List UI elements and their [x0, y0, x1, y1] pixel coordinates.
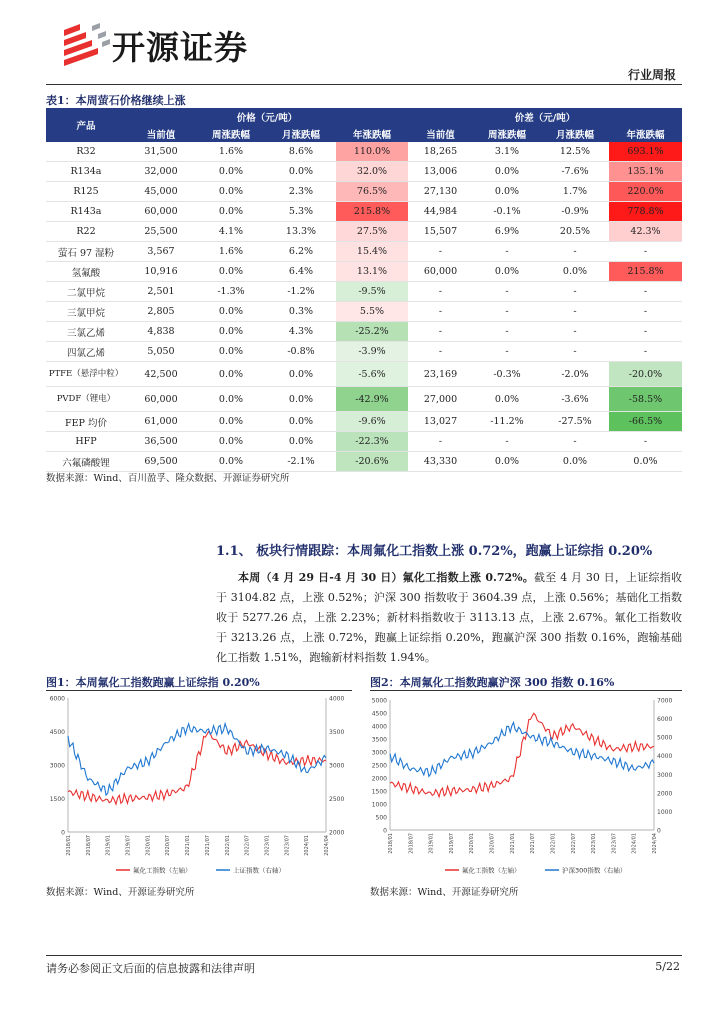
table-cell: -: [609, 432, 682, 452]
figure1-chart: [46, 692, 352, 884]
y-right-tick-label: 1000: [657, 808, 673, 816]
table-cell: 27,130: [408, 182, 473, 202]
x-tick-label: 2024/04: [652, 833, 658, 854]
table-cell: 4.3%: [266, 322, 336, 342]
table-cell: -11.2%: [473, 412, 541, 432]
table-row: [46, 242, 682, 262]
table-cell: 23,169: [408, 362, 473, 387]
table-cell: -: [473, 342, 541, 362]
para-lead: 本周（4 月 29 日-4 月 30 日）氟化工指数上涨 0.72%。: [238, 571, 535, 584]
table-cell: -1.2%: [266, 282, 336, 302]
table-caption: 表1：本周萤石价格继续上涨: [46, 94, 186, 107]
table-cell: 693.1%: [609, 142, 682, 162]
subheader: 周涨跌幅: [196, 125, 266, 142]
x-tick-label: 2020/07: [489, 833, 496, 854]
table-cell: 2,805: [126, 302, 196, 322]
table-cell: -0.8%: [266, 342, 336, 362]
x-tick-label: 2022/01: [224, 835, 231, 856]
table-cell: 12.5%: [541, 142, 609, 162]
x-tick-label: 2023/01: [591, 833, 598, 854]
y-right-tick-label: 2000: [657, 790, 673, 798]
table-cell: -: [473, 242, 541, 262]
table-cell: 0.0%: [266, 432, 336, 452]
x-tick-label: 2021/01: [185, 835, 192, 856]
subheader: 周涨跌幅: [473, 125, 541, 142]
table-cell: -: [541, 342, 609, 362]
table-cell: 44,984: [408, 202, 473, 222]
table-row: [46, 182, 682, 202]
para-body: 截至 4 月 30 日，上证综指收于 3104.82 点，上涨 0.52%；沪深 300 指数收于 3604.39 点，上涨 0.56%；基础化工指数收于 5277.26 点，上涨 2.23%；新材料指数收于 3113.13 点，上涨 2.67%。氟化工指数收于 3213.26 点，上涨 0.72%，跑赢上证综指 0.20%，跑赢沪深 300 指数 0.16%，跑输基础化工指数 1.51%，跑输新材料指数 1.94%。: [216, 571, 682, 664]
table-cell: 0.0%: [266, 162, 336, 182]
y-left-tick-label: 0: [61, 829, 65, 837]
table-cell: -2.0%: [541, 362, 609, 387]
brand-logo-mark-icon: [58, 20, 118, 70]
table-row: [46, 222, 682, 242]
table-cell: 1.7%: [541, 182, 609, 202]
y-left-tick-label: 3000: [49, 762, 65, 770]
report-type: 行业周报: [627, 68, 676, 82]
product-name: 六氟磷酸锂: [46, 452, 126, 472]
x-tick-label: 2018/07: [408, 833, 415, 854]
x-tick-label: 2020/01: [469, 833, 476, 854]
y-right-tick-label: 2000: [329, 829, 345, 837]
figure1-caption: 图1：本周氟化工指数跑赢上证综指 0.20%: [46, 676, 260, 689]
table-cell: 0.0%: [473, 262, 541, 282]
product-name: FEP 均价: [46, 412, 126, 432]
x-tick-label: 2022/01: [550, 833, 557, 854]
product-name: PTFE（悬浮中粒）: [46, 362, 126, 387]
table-cell: 3,567: [126, 242, 196, 262]
y-left-tick-label: 3500: [371, 736, 387, 744]
y-left-tick-label: 2000: [371, 775, 387, 783]
x-tick-label: 2018/07: [85, 835, 92, 856]
table-cell: 13.3%: [266, 222, 336, 242]
y-left-tick-label: 5000: [371, 697, 387, 705]
table-cell: 0.0%: [196, 387, 266, 412]
table-cell: 6.2%: [266, 242, 336, 262]
x-tick-label: 2020/07: [165, 835, 172, 856]
table-row: [46, 202, 682, 222]
table-cell: -: [541, 302, 609, 322]
table-cell: -: [473, 432, 541, 452]
product-name: R22: [46, 222, 126, 242]
y-right-tick-label: 5000: [657, 734, 673, 742]
table-cell: 60,000: [126, 387, 196, 412]
table-cell: -0.1%: [473, 202, 541, 222]
table-cell: 4.1%: [196, 222, 266, 242]
table-cell: -: [408, 432, 473, 452]
table-cell: 778.8%: [609, 202, 682, 222]
table-cell: 27.5%: [336, 222, 408, 242]
product-name: 四氯乙烯: [46, 342, 126, 362]
page-number: 5/22: [655, 960, 680, 973]
table-cell: 45,000: [126, 182, 196, 202]
y-left-tick-label: 500: [375, 814, 387, 822]
table-row: [46, 162, 682, 182]
table-cell: 0.0%: [266, 412, 336, 432]
footer-divider: [46, 955, 682, 956]
table-cell: 61,000: [126, 412, 196, 432]
table-row: [46, 387, 682, 412]
table-cell: 0.0%: [266, 362, 336, 387]
x-tick-label: 2023/01: [264, 835, 271, 856]
table-cell: 0.0%: [473, 387, 541, 412]
product-name: 二氯甲烷: [46, 282, 126, 302]
table-row: [46, 282, 682, 302]
figure2-chart: [370, 692, 682, 884]
subheader: 当前值: [126, 125, 196, 142]
y-left-tick-label: 1500: [371, 788, 387, 796]
table-cell: 20.5%: [541, 222, 609, 242]
x-tick-label: 2024/01: [631, 833, 638, 854]
legend-label: 氟化工指数（左轴）: [133, 866, 192, 875]
table-cell: -: [408, 322, 473, 342]
table-cell: 0.0%: [196, 432, 266, 452]
y-left-tick-label: 4500: [371, 710, 387, 718]
y-right-tick-label: 7000: [657, 697, 673, 705]
table-cell: 215.8%: [336, 202, 408, 222]
product-name: R125: [46, 182, 126, 202]
product-name: HFP: [46, 432, 126, 452]
table-source: 数据来源：Wind、百川盈孚、隆众数据、开源证券研究所: [46, 473, 290, 484]
table-cell: -66.5%: [609, 412, 682, 432]
x-tick-label: 2019/01: [105, 835, 112, 856]
table-cell: -27.5%: [541, 412, 609, 432]
table-cell: -42.9%: [336, 387, 408, 412]
product-name: 萤石 97 湿粉: [46, 242, 126, 262]
y-right-tick-label: 0: [657, 827, 661, 835]
table-cell: 25,500: [126, 222, 196, 242]
x-tick-label: 2023/07: [611, 833, 618, 854]
table-cell: -3.9%: [336, 342, 408, 362]
table-row: [46, 142, 682, 162]
table-cell: -7.6%: [541, 162, 609, 182]
table-cell: 18,265: [408, 142, 473, 162]
subheader: 年涨跌幅: [336, 125, 408, 142]
table-cell: 1.6%: [196, 242, 266, 262]
table-cell: -25.2%: [336, 322, 408, 342]
subheader: 当前值: [408, 125, 473, 142]
x-tick-label: 2018/01: [66, 835, 72, 856]
table-cell: 0.0%: [196, 322, 266, 342]
y-left-tick-label: 6000: [49, 695, 65, 703]
product-name: 三氯甲烷: [46, 302, 126, 322]
table-cell: -5.6%: [336, 362, 408, 387]
table-row: [46, 342, 682, 362]
col-product-header: 产品: [46, 108, 126, 142]
series-line-0: [68, 732, 326, 805]
table-cell: 0.0%: [196, 412, 266, 432]
table-cell: 43,330: [408, 452, 473, 472]
footer-disclaimer: 请务必参阅正文后面的信息披露和法律声明: [46, 962, 255, 975]
table-cell: -: [408, 282, 473, 302]
table-cell: -: [609, 242, 682, 262]
x-tick-label: 2021/01: [509, 833, 516, 854]
x-tick-label: 2018/01: [388, 833, 394, 854]
table-cell: 0.0%: [196, 452, 266, 472]
subheader: 月涨跌幅: [541, 125, 609, 142]
table-cell: -: [408, 302, 473, 322]
table-cell: -: [473, 322, 541, 342]
table-cell: 3.1%: [473, 142, 541, 162]
table-cell: 0.3%: [266, 302, 336, 322]
table-cell: 215.8%: [609, 262, 682, 282]
brand-name: 开源证券: [112, 28, 248, 67]
table-row: [46, 262, 682, 282]
x-tick-label: 2019/07: [448, 833, 455, 854]
table-cell: -: [609, 302, 682, 322]
x-tick-label: 2019/01: [428, 833, 435, 854]
table-cell: 36,500: [126, 432, 196, 452]
table-cell: 32.0%: [336, 162, 408, 182]
figure2-divider: [370, 690, 682, 691]
table-cell: 15,507: [408, 222, 473, 242]
table-cell: 42,500: [126, 362, 196, 387]
product-name: R134a: [46, 162, 126, 182]
table-cell: 6.9%: [473, 222, 541, 242]
product-name: PVDF（锂电）: [46, 387, 126, 412]
x-tick-label: 2022/07: [244, 835, 251, 856]
table-cell: 220.0%: [609, 182, 682, 202]
legend-label: 氟化工指数（左轴）: [462, 866, 521, 875]
table-cell: -0.9%: [541, 202, 609, 222]
legend-label: 上证指数（右轴）: [233, 866, 285, 875]
y-right-tick-label: 4000: [657, 753, 673, 761]
y-right-tick-label: 2500: [329, 796, 345, 803]
table-cell: 110.0%: [336, 142, 408, 162]
table-row: [46, 412, 682, 432]
y-left-tick-label: 0: [383, 827, 387, 835]
table-row: [46, 432, 682, 452]
product-name: 氢氟酸: [46, 262, 126, 282]
table-cell: -: [473, 302, 541, 322]
table-cell: 0.0%: [196, 262, 266, 282]
figure1-source: 数据来源：Wind、开源证券研究所: [46, 887, 195, 898]
table-cell: 6.4%: [266, 262, 336, 282]
x-tick-label: 2024/01: [304, 835, 311, 856]
x-tick-label: 2022/07: [570, 833, 577, 854]
table-cell: 13,027: [408, 412, 473, 432]
table-cell: -58.5%: [609, 387, 682, 412]
price-table: [46, 108, 682, 472]
series-line-0: [390, 713, 654, 797]
table-row: [46, 302, 682, 322]
table-cell: -0.3%: [473, 362, 541, 387]
table-cell: 0.0%: [196, 342, 266, 362]
table-cell: -: [408, 242, 473, 262]
legend-label: 沪深300指数（右轴）: [562, 866, 627, 875]
y-right-tick-label: 3000: [657, 771, 673, 779]
table-cell: -2.1%: [266, 452, 336, 472]
x-tick-label: 2019/07: [125, 835, 132, 856]
section-title: 1.1、 板块行情跟踪：本周氟化工指数上涨 0.72%，跑赢上证综指 0.20%: [216, 544, 653, 559]
table-cell: 76.5%: [336, 182, 408, 202]
y-left-tick-label: 3000: [371, 749, 387, 757]
x-tick-label: 2020/01: [145, 835, 152, 856]
table-cell: 8.6%: [266, 142, 336, 162]
group-spread-header: 价差（元/吨）: [408, 108, 682, 125]
y-right-tick-label: 4000: [329, 695, 345, 703]
table-cell: -: [408, 342, 473, 362]
table-cell: 31,500: [126, 142, 196, 162]
table-cell: -9.5%: [336, 282, 408, 302]
table-cell: -20.0%: [609, 362, 682, 387]
table-cell: -20.6%: [336, 452, 408, 472]
product-name: R32: [46, 142, 126, 162]
table-cell: -: [609, 322, 682, 342]
table-row: [46, 362, 682, 387]
y-right-tick-label: 6000: [657, 716, 673, 724]
table-cell: -1.3%: [196, 282, 266, 302]
product-name: R143a: [46, 202, 126, 222]
group-price-header: 价格（元/吨）: [126, 108, 408, 125]
figure2-source: 数据来源：Wind、开源证券研究所: [370, 887, 519, 898]
table-cell: 2,501: [126, 282, 196, 302]
y-left-tick-label: 2500: [371, 762, 387, 770]
subheader: 月涨跌幅: [266, 125, 336, 142]
table-cell: -: [609, 342, 682, 362]
x-tick-label: 2021/07: [204, 835, 211, 856]
table-cell: -: [541, 282, 609, 302]
table-cell: 10,916: [126, 262, 196, 282]
table-cell: 0.0%: [196, 182, 266, 202]
table-cell: 0.0%: [473, 452, 541, 472]
table-cell: 0.0%: [196, 162, 266, 182]
table-cell: -3.6%: [541, 387, 609, 412]
table-cell: 0.0%: [541, 452, 609, 472]
figure1-divider: [46, 690, 352, 691]
x-tick-label: 2023/07: [284, 835, 291, 856]
table-cell: 0.0%: [266, 387, 336, 412]
table-cell: 69,500: [126, 452, 196, 472]
table-cell: -: [541, 242, 609, 262]
table-cell: -: [541, 322, 609, 342]
y-left-tick-label: 1000: [371, 801, 387, 809]
x-tick-label: 2024/04: [324, 835, 330, 856]
table-cell: 42.3%: [609, 222, 682, 242]
y-left-tick-label: 1500: [49, 796, 65, 803]
table-cell: 32,000: [126, 162, 196, 182]
table-cell: 4,838: [126, 322, 196, 342]
table-cell: -9.6%: [336, 412, 408, 432]
table-cell: 0.0%: [473, 162, 541, 182]
table-cell: -: [473, 282, 541, 302]
table-cell: -: [541, 432, 609, 452]
table-cell: 0.0%: [473, 182, 541, 202]
header-divider: [46, 84, 682, 85]
y-left-tick-label: 4500: [49, 729, 65, 736]
table-cell: 60,000: [408, 262, 473, 282]
table-cell: 13.1%: [336, 262, 408, 282]
table-cell: 0.0%: [609, 452, 682, 472]
y-right-tick-label: 3500: [329, 729, 345, 736]
table-cell: 5.3%: [266, 202, 336, 222]
table-cell: 15.4%: [336, 242, 408, 262]
subheader: 年涨跌幅: [609, 125, 682, 142]
table-row: [46, 322, 682, 342]
table-cell: -22.3%: [336, 432, 408, 452]
y-left-tick-label: 4000: [371, 723, 387, 731]
table-cell: 2.3%: [266, 182, 336, 202]
table-cell: 5,050: [126, 342, 196, 362]
table-cell: -: [609, 282, 682, 302]
table-cell: 13,006: [408, 162, 473, 182]
y-right-tick-label: 3000: [329, 762, 345, 770]
table-cell: 1.6%: [196, 142, 266, 162]
product-name: 三氯乙烯: [46, 322, 126, 342]
table-cell: 0.0%: [541, 262, 609, 282]
table-row: [46, 452, 682, 472]
table-cell: 135.1%: [609, 162, 682, 182]
section-paragraph: [216, 568, 682, 668]
x-tick-label: 2021/07: [530, 833, 537, 854]
table-cell: 0.0%: [196, 202, 266, 222]
figure2-caption: 图2：本周氟化工指数跑赢沪深 300 指数 0.16%: [370, 676, 615, 689]
table-cell: 0.0%: [196, 302, 266, 322]
table-cell: 27,000: [408, 387, 473, 412]
table-cell: 5.5%: [336, 302, 408, 322]
table-cell: 60,000: [126, 202, 196, 222]
table-cell: 0.0%: [196, 362, 266, 387]
